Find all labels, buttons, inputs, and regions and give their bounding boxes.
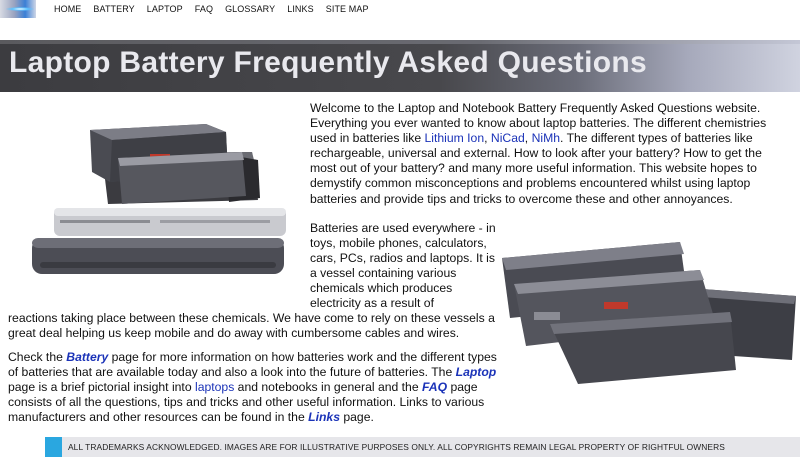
logo-glint	[6, 7, 34, 11]
link-battery-page[interactable]: Battery	[66, 350, 109, 364]
laptop-batteries-image-left	[30, 112, 300, 290]
nav-item-glossary[interactable]: GLOSSARY	[225, 4, 276, 14]
link-laptop-page[interactable]: Laptop	[455, 365, 497, 380]
link-nimh[interactable]: NiMh	[531, 131, 561, 146]
nav-item-home[interactable]: HOME	[54, 4, 82, 14]
nav-menu	[54, 4, 381, 14]
page-banner	[0, 40, 800, 92]
nav-item-laptop[interactable]: LAPTOP	[146, 4, 183, 14]
footer-accent	[45, 437, 62, 457]
page-title: Laptop Battery Frequently Asked Questions	[9, 46, 647, 79]
battery-shape-right-bottom	[550, 312, 736, 384]
nav-item-battery[interactable]: BATTERY	[93, 4, 135, 14]
link-lithium-ion[interactable]: Lithium Ion	[424, 131, 485, 146]
battery-shape-silver	[54, 208, 286, 236]
link-nicad[interactable]: NiCad	[490, 131, 525, 146]
batteries-paragraph-part1: Batteries are used everywhere - in toys, mobile phones, calculators, cars, PCs, radios and laptops. It is a vessel containing various chemicals which produces electricity as a result of	[310, 221, 496, 311]
check-text-4: and notebooks in general and the	[234, 380, 422, 395]
check-text-1: Check the	[8, 350, 67, 364]
nav-item-site-map[interactable]: SITE MAP	[325, 4, 369, 14]
check-text-3: page is a brief pictorial insight into	[8, 380, 195, 395]
check-text-5: page consists of all the questions, tips and tricks and other useful information. Links to various manufacturers and other resources can be found in the	[8, 380, 485, 425]
battery-shape-front	[118, 152, 246, 204]
check-text-2: page for more information on how batteries work and the different types of batteries that are available today and also a look into the future of batteries. The	[8, 350, 497, 380]
nav-item-links[interactable]: LINKS	[287, 4, 314, 14]
link-faq-page[interactable]: FAQ	[422, 380, 448, 395]
banner-highlight	[0, 40, 800, 44]
intro-text-2: . The different types of batteries like rechargeable, universal and external. How to look after your battery? How to get the most out of your battery? and many more useful information. This website hopes to demystify common misconceptions and problems encountered whilst using laptop batteries and provide tips and tricks to overcome these and other annoyances.	[310, 131, 762, 206]
footer-bar	[45, 437, 800, 457]
check-paragraph	[8, 350, 503, 425]
link-laptops[interactable]: laptops	[194, 380, 235, 395]
link-links-page[interactable]: Links	[308, 410, 340, 425]
laptop-batteries-image-right	[500, 228, 800, 388]
top-navigation-bar	[0, 0, 800, 20]
site-logo[interactable]	[0, 0, 36, 18]
intro-sep-2: ,	[524, 131, 532, 146]
intro-sep-1: ,	[484, 131, 491, 146]
intro-text-1: Welcome to the Laptop and Notebook Battery Frequently Asked Questions website. Everything you ever wanted to know about laptop batteries. The different chemistries used in batteries like	[310, 101, 767, 146]
footer-copyright-text: ALL TRADEMARKS ACKNOWLEDGED. IMAGES ARE FOR ILLUSTRATIVE PURPOSES ONLY. ALL COPYRIGHTS REMAIN LEGAL PROPERTY OF RIGHTFUL OWNERS	[68, 442, 725, 452]
nav-item-faq[interactable]: FAQ	[194, 4, 214, 14]
check-text-6: page.	[339, 410, 374, 425]
intro-paragraph	[310, 101, 790, 207]
batteries-paragraph-part2: reactions taking place between these chemicals. We have come to rely on these vessels a great deal helping us keep mobile and do away with cumbersome cables and wires.	[8, 311, 495, 341]
battery-shape-dark-long	[32, 238, 284, 274]
